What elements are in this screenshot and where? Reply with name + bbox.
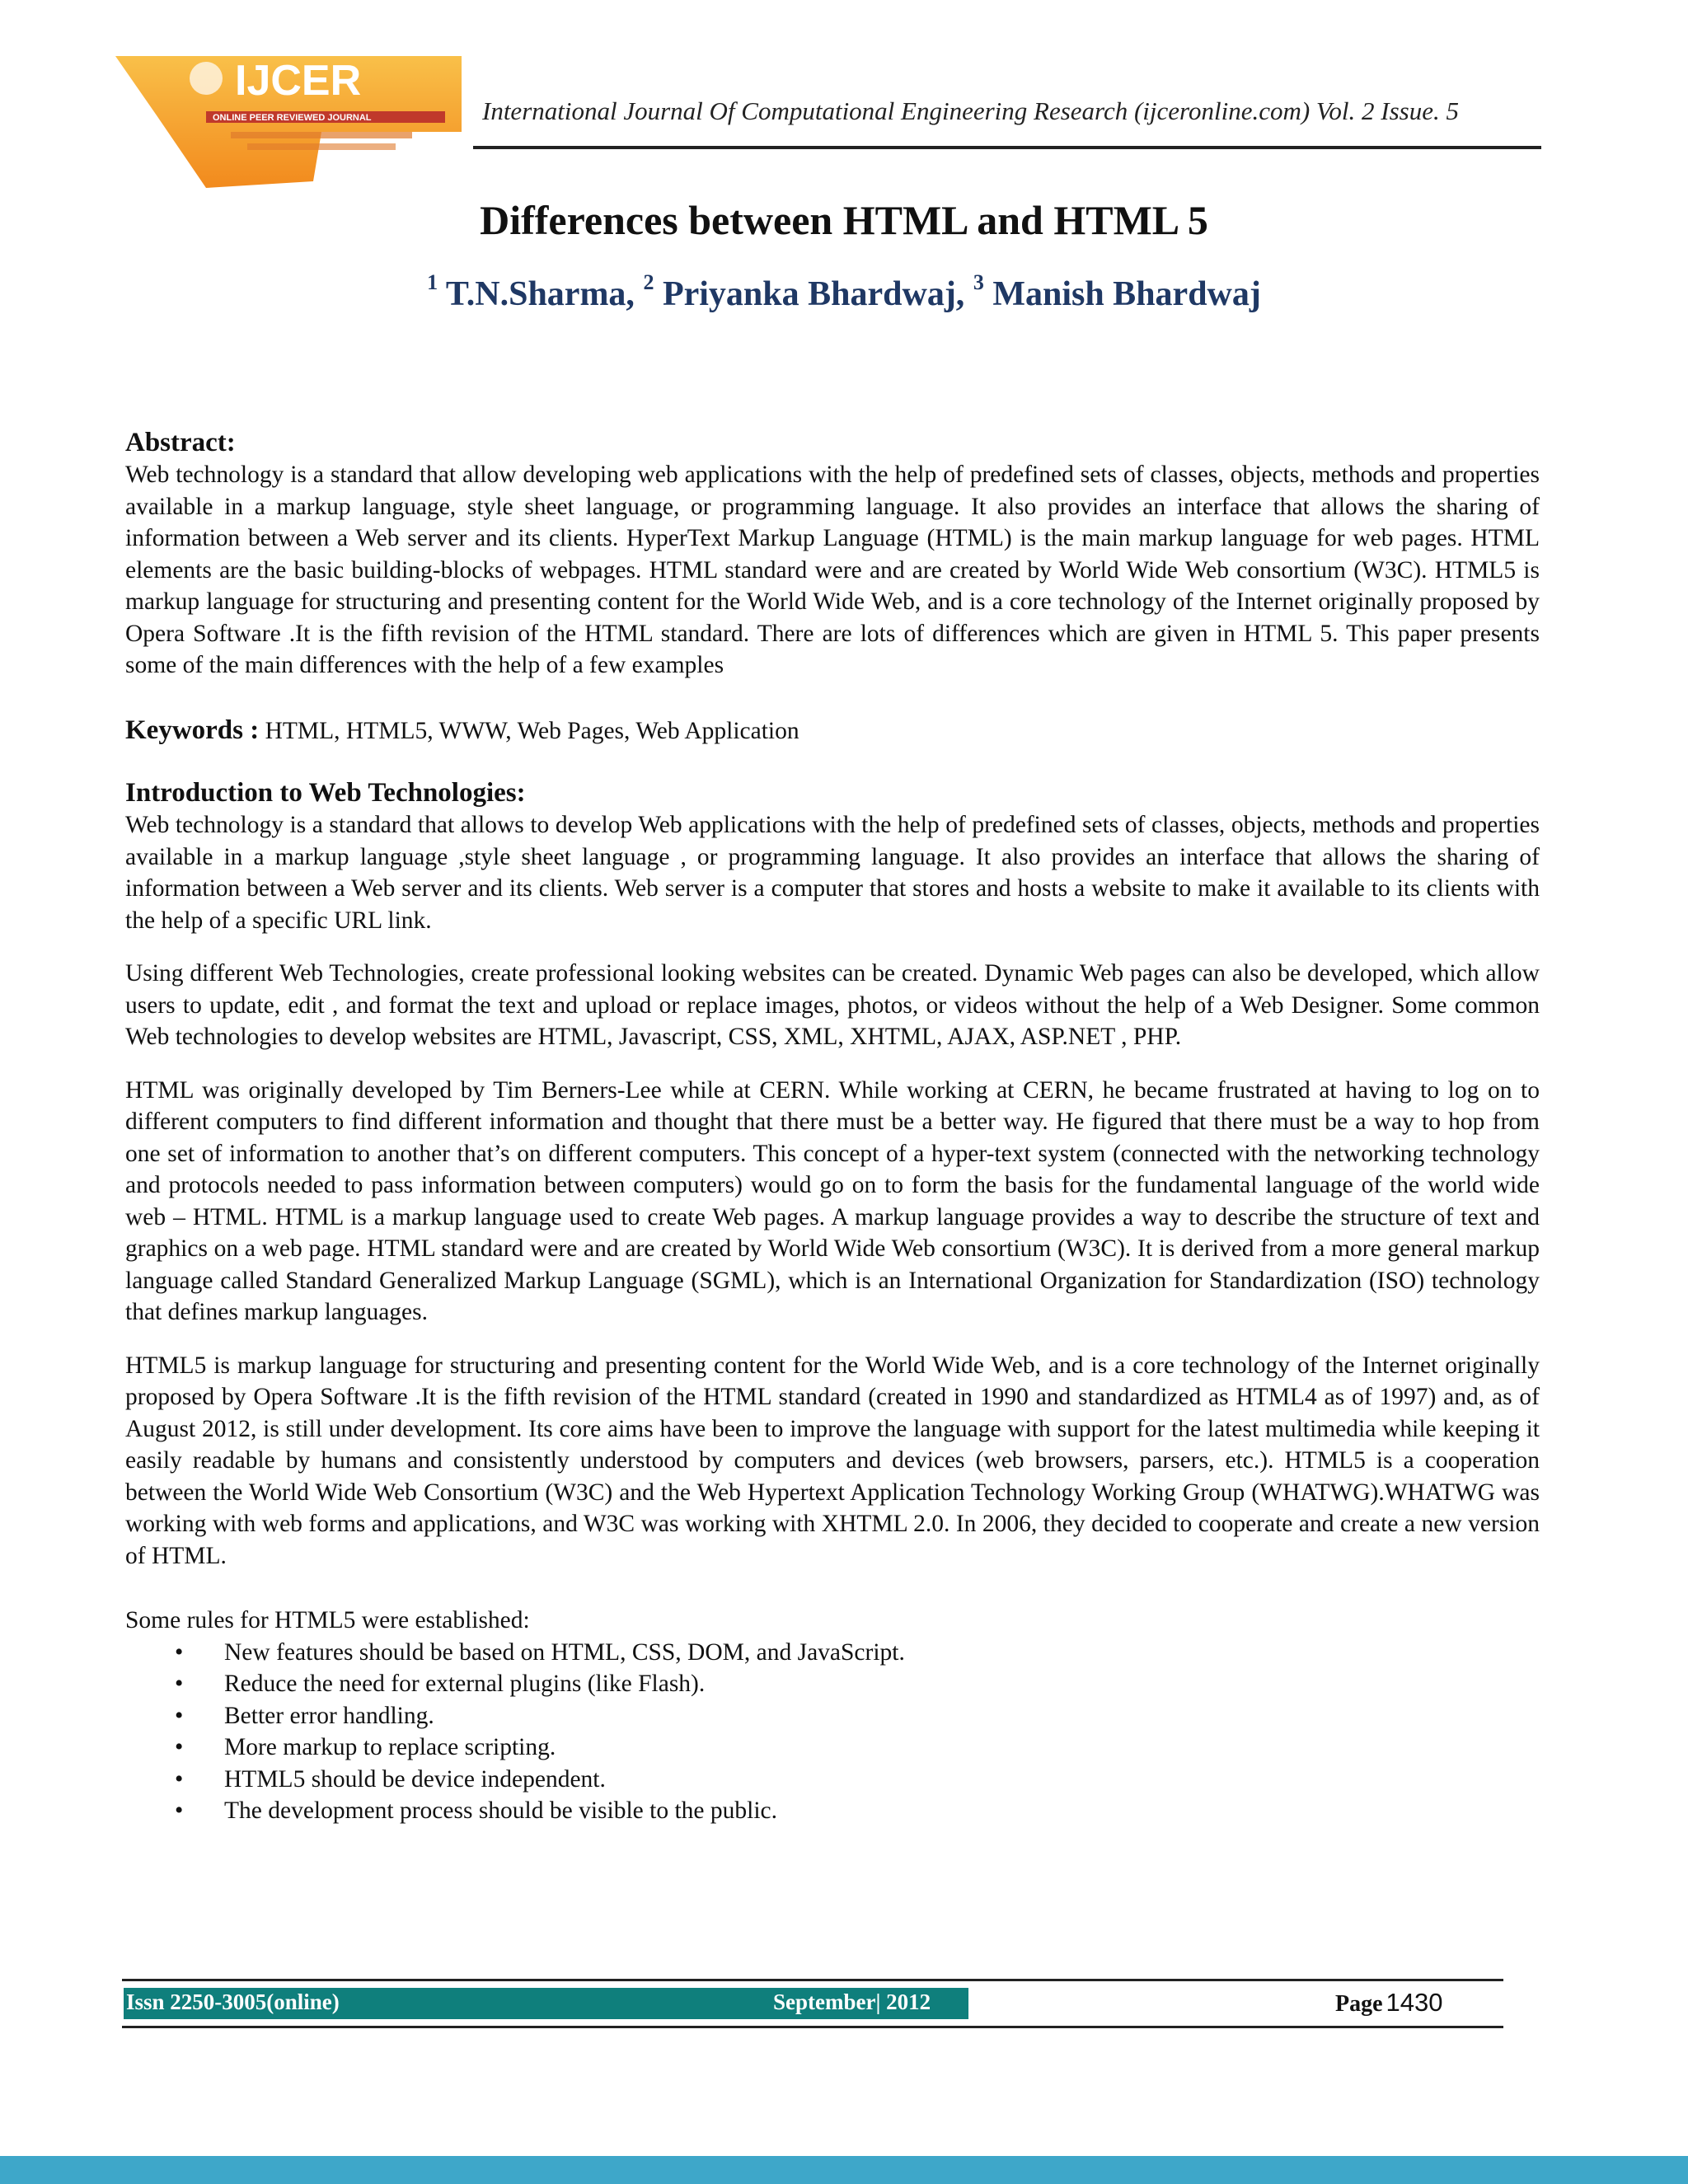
abstract-heading: Abstract: (125, 428, 236, 457)
author-2-number: 2 (643, 270, 654, 294)
bullet-icon: • (175, 1702, 184, 1729)
rule-text: HTML5 should be device independent. (224, 1765, 606, 1793)
rule-text: More markup to replace scripting. (224, 1734, 556, 1760)
intro-paragraph-1: Web technology is a standard that allows to develop Web applications with the help of predefined sets of classes, objects, methods and properties available in a markup language ,style sheet language , or programming language. It also provides an interface that allows the sharing of information between a Web server and its clients. Web server is a computer that stores and hosts a website to make it available to its clients with the help of a specific URL link. (125, 812, 1540, 934)
footer-date: September| 2012 (773, 1990, 931, 2014)
journal-logo (107, 49, 470, 194)
rule-text: Better error handling. (224, 1702, 434, 1729)
header-rule (473, 146, 1541, 149)
author-list (0, 270, 1688, 314)
footer-rule-top (122, 1979, 1503, 1981)
rule-text: The development process should be visible to the public. (224, 1797, 777, 1824)
page-label: Page (1335, 1991, 1383, 2017)
keywords-text: HTML, HTML5, WWW, Web Pages, Web Application (259, 717, 799, 744)
author-2-name: Priyanka Bhardwaj, (662, 275, 965, 313)
intro-paragraph-4: HTML5 is markup language for structuring and presenting content for the World Wide Web, and is a core technology of the Internet originally proposed by Opera Software .It is the fifth revision of the HTML standard (created in 1990 and standardized as HTML4 as of 1997) and, as of August 2012, is still under development. Its core aims have been to improve the language with support for the latest multimedia while keeping it easily readable by humans and consistently understood by computers and devices (web browsers, parsers, etc.). HTML5 is a cooperation between the World Wide Web Consortium (W3C) and the Web Hypertext Application Technology Working Group (WHATWG).WHATWG was working with web forms and applications, and W3C was working with XHTML 2.0. In 2006, they decided to cooperate and create a new version of HTML. (125, 1352, 1540, 1569)
rules-list (125, 1637, 1540, 1827)
paper-body (125, 426, 1540, 1827)
keywords-label: Keywords : (125, 715, 260, 745)
bullet-icon: • (175, 1638, 184, 1666)
logo-wordmark: IJCER (235, 57, 362, 105)
author-1-name: T.N.Sharma, (445, 275, 635, 313)
page-number: 1430 (1386, 1988, 1443, 2017)
bullet-icon: • (175, 1734, 184, 1760)
list-item (125, 1795, 1540, 1827)
bullet-icon: • (175, 1765, 184, 1793)
footer-rule-bottom (122, 2026, 1503, 2028)
intro-paragraph-3: HTML was originally developed by Tim Berners-Lee while at CERN. While working at CERN, he became frustrated at having to log on to different computers to find different information and thought that there must be a better way. He figured that there must be a way to hop from one set of information to another that’s on different computers. This concept of a hyper-text system (connected with the networking technology and protocols needed to pass information between computers) would go on to form the basis for the fundamental language of the world wide web – HTML. HTML is a markup language used to create Web pages. A markup language provides a way to describe the structure of text and graphics on a web page. HTML standard were and are created by World Wide Web consortium (W3C). It is derived from a more general markup language called Standard Generalized Markup Language (SGML), which is an International Organization for Standardization (ISO) technology that defines markup languages. (125, 1076, 1540, 1325)
intro-paragraph-2: Using different Web Technologies, create professional looking websites can be created. Dynamic Web pages can also be developed, which allow users to update, edit , and format the text and upload or replace images, photos, or videos without the help of a Web Designer. Some common Web technologies to develop websites are HTML, Javascript, CSS, XML, XHTML, AJAX, ASP.NET , PHP. (125, 960, 1540, 1050)
author-3-number: 3 (973, 270, 984, 294)
list-item (125, 1732, 1540, 1764)
rule-text: New features should be based on HTML, CSS, DOM, and JavaScript. (224, 1638, 905, 1666)
bottom-color-strip (0, 2156, 1688, 2184)
rule-text: Reduce the need for external plugins (like Flash). (224, 1671, 706, 1697)
logo-tagline: ONLINE PEER REVIEWED JOURNAL (213, 113, 372, 123)
author-3-name: Manish Bhardwaj (992, 275, 1261, 313)
abstract-text: Web technology is a standard that allow developing web applications with the help of predefined sets of classes, objects, methods and properties available in a markup language, style sheet language, or programming language. It also provides an interface that allows the sharing of information between a Web server and its clients. HyperText Markup Language (HTML) is the main markup language for web pages. HTML elements are the basic building-blocks of webpages. HTML standard were and are created by World Wide Web consortium (W3C). HTML5 is markup language for structuring and presenting content for the World Wide Web, and is a core technology of the Internet originally proposed by Opera Software .It is the fifth revision of the HTML standard. There are lots of differences which are given in HTML 5. This paper presents some of the main differences with the help of a few examples (125, 462, 1540, 678)
list-item (125, 1668, 1540, 1700)
introduction-heading: Introduction to Web Technologies: (125, 778, 526, 808)
list-item (125, 1637, 1540, 1669)
list-item (125, 1700, 1540, 1732)
rules-intro: Some rules for HTML5 were established: (125, 1607, 530, 1633)
bullet-icon: • (175, 1797, 184, 1824)
footer-issn: Issn 2250-3005(online) (126, 1990, 340, 2014)
footer-page-number (1335, 1988, 1443, 2018)
keywords-line (125, 715, 1540, 748)
bullet-icon: • (175, 1671, 184, 1697)
journal-logo-graphic (107, 49, 470, 194)
paper-title: Differences between HTML and HTML 5 (480, 197, 1208, 243)
journal-header-line: International Journal Of Computational Engineering Research (ijceronline.com) Vol. 2 Issue. 5 (482, 96, 1459, 125)
list-item (125, 1764, 1540, 1796)
author-1-number: 1 (427, 270, 438, 294)
